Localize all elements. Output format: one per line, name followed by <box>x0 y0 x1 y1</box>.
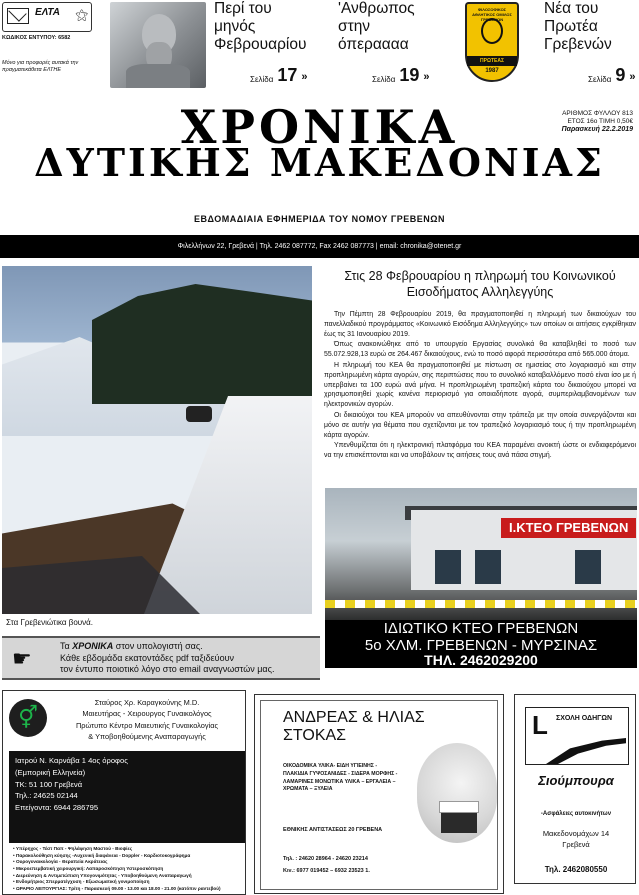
doctor-address: Ιατρού Ν. Καρνάβα 1 4ος όροφος <box>15 756 128 765</box>
list-item: • Παρακολούθηση κύησης -Αυχενική διαφάνεια - Doppler - Καρδιοτοκογράφημα <box>13 853 245 860</box>
list-item: • ΩΡΑΡΙΟ ΛΕΙΤΟΥΡΓΙΑΣ: Τρίτη - Παρασκευή 09.00 - 13.00 και 18.00 - 21.00 (κατόπιν ραντεβού) <box>13 886 245 893</box>
photo-caption: Στα Γρεβενιώτικα βουνά. <box>6 618 94 627</box>
ktep-sign: Ι.ΚΤΕΟ ΓΡΕΒΕΝΩΝ <box>501 518 636 538</box>
learner-l-icon: L <box>532 710 548 740</box>
address-bar: Φιλελλήνων 22, Γρεβενά | Τηλ. 2462 087772, Fax 2462 087773 | email: chronika@otenet.gr <box>0 235 639 258</box>
stokas-title-line-2: ΣΤΟΚΑΣ <box>283 727 347 745</box>
teaser-page-2[interactable] <box>372 66 430 84</box>
doctor-phone: Τηλ.: 24625 02144 <box>15 791 78 801</box>
list-item: • Ουρογυναικολογία - Θεραπεία Ακράτειας <box>13 859 245 866</box>
road-icon <box>546 738 626 764</box>
ktep-building-photo <box>325 488 637 620</box>
list-item: • Μικροεπεμβατική χειρουργική: Λαπαροσκόπηση Υστεροσκόπηση <box>13 866 245 873</box>
promo-suffix: στον υπολογιστή σας. <box>115 641 203 651</box>
postal-code: ΚΩΔΙΚΟΣ ΕΝΤΥΠΟΥ: 6582 <box>2 35 71 41</box>
list-item: • Ενδομήτριος Σπερματέγχυση - Εξωσωματική γονιμοποίηση <box>13 879 245 886</box>
stokas-phone: Τηλ. : 24620 28964 - 24620 23214 <box>283 856 368 862</box>
stokas-products: ΟΙΚΟΔΟΜΙΚΑ ΥΛΙΚΑ- ΕΙΔΗ ΥΓΙΕΙΝΗΣ - ΠΛΑΚΙΔΙΑ ΓΥΨΟΣΑΝΙΔΕΣ - ΣΙΔΕΡΑ ΜΟΡΦΗΣ - ΛΑΜΑΡΙΝΕΣ ΜΟΝΩΤΙΚΑ ΥΛΙΚΑ – ΕΡΓΑΛΕΙΑ – ΧΡΩΜΑΤΑ – ΞΥΛΕΙΑ <box>283 763 398 793</box>
school-phone: Τηλ. 2462080550 <box>544 865 608 874</box>
issue-year-price: ΕΤΟΣ 16ο ΤΙΜΗ 0,50€ <box>567 118 633 126</box>
promo-line-2: Κάθε εβδομάδα εκατοντάδες pdf ταξιδεύουν <box>60 652 234 663</box>
teaser-title-2[interactable]: 'Ανθρωπος στην όπεραααα <box>338 0 415 53</box>
promo-prefix: Τα <box>60 641 70 651</box>
doctor-services-list <box>13 846 245 893</box>
doctor-contact-box <box>9 751 245 843</box>
page-label: Σελίδα <box>372 75 396 84</box>
driving-school-logo <box>525 707 629 765</box>
list-item: • Υπέρηχος - Τέστ Παπ - Ψηλάφηση Μαστού - Βιοψίες <box>13 846 245 853</box>
pointing-hand-icon: ☛ <box>12 646 32 671</box>
postal-brand: ΕΛΤΑ <box>35 7 61 18</box>
snow-mountain-photo[interactable] <box>2 266 312 614</box>
gender-symbol-logo: ⚥ <box>9 699 47 737</box>
school-address <box>515 829 637 851</box>
teaser-strip <box>0 0 639 92</box>
ktep-line-1: ΙΔΙΩΤΙΚΟ ΚΤΕΟ ΓΡΕΒΕΝΩΝ <box>383 620 579 637</box>
envelope-icon <box>7 8 29 24</box>
stokas-mobile: Κιν.: 6977 019452 – 6932 23523 1. <box>283 868 370 875</box>
doctor-center-2: & Υποβοηθούμενης Αναπαραγωγής <box>88 732 206 742</box>
stokas-title <box>283 709 425 746</box>
stokas-phones <box>283 853 370 877</box>
school-tagline: -Ασφάλειες αυτοκινήτων <box>540 811 612 817</box>
postal-note: Μόνο για προφορές αυτακά την πραγματεκάθετα ΕΛΤΗΕ <box>2 60 79 74</box>
ktep-advertisement[interactable] <box>325 488 637 668</box>
article-paragraph: Την Πέμπτη 28 Φεβρουαρίου 2019, θα πραγματοποιηθεί η πληρωμή των δικαιούχων του πανελλαδικού προγράμματος «Κοινωνικό Εισόδημα Αλληλεγγύης» των οποίων οι αιτήσεις εγκρίθηκαν έως τις 31 Ιανουαρίου 2019. <box>324 311 636 338</box>
doctor-specialty: Μαιευτήρας - Χειρουργος Γυναικολόγος <box>82 709 212 719</box>
teaser-page-1[interactable] <box>250 66 308 84</box>
article-paragraph: Η πληρωμή του ΚΕΑ θα πραγματοποιηθεί με πίστωση σε ημισείας στο λογαριασμό και στην προπληρωμένη κάρτα αγορών, σης περιπτώσεις που το συνολικό καταβαλλόμενο ποσό είναι ίσο με ή υπερβαίνει τα 100 ευρώ ανά μήνα. Η προπληρωμένη τραπεζική κάρτα του δικαιούχου μπορεί να χρησιμοποιηθεί χωρίς κανένα περιορισμό για οποιαδήποτε αγορά, συμπεριλαμβανομένων των ηλεκτρονικών αγορών. <box>324 361 636 409</box>
ktep-phone: ΤΗΛ. 2462029200 <box>424 652 538 668</box>
school-city: Γρεβενά <box>562 839 590 849</box>
stokas-frame <box>260 700 498 890</box>
chevron-right-icon: » <box>301 70 308 83</box>
school-header: ΣΧΟΛΗ ΟΔΗΓΩΝ <box>556 715 613 722</box>
gynecologist-ad[interactable] <box>2 690 246 895</box>
face-icon <box>481 18 503 44</box>
building-materials-ad[interactable] <box>254 694 504 894</box>
article-paragraph: Οι δικαιούχοι του ΚΕΑ μπορούν να απευθύνονται στην τράπεζα με την οποία συνεργάζονται και μόνο σε αυτήν για θέματα που σχετίζονται με τον τραπεζικό λογαριασμό τους ή την προπληρωμένη κάρτα αγορών. <box>324 411 636 439</box>
page-number: 9 <box>615 65 626 85</box>
doctor-address-2: (Εμπορική Ελληνεία) <box>15 767 86 777</box>
doctor-emergency-phone: Επείγοντα: 6944 286795 <box>15 803 99 813</box>
promo-line-3: τον έντυπο ποιοτικό λόγο στο email αναγνωστών μας. <box>60 664 275 675</box>
driving-school-ad[interactable] <box>514 694 636 884</box>
badge-top-text: ΦΙΛΟΣΟΦΙΚΟΣ ΑΘΛΗΤΙΚΟΣ ΟΜΙΛΟΣ ΓΡΕΒΕΝΩΝ <box>472 7 512 22</box>
teaser-title-1[interactable]: Περί του μηνός Φεβρουαρίου <box>214 0 307 53</box>
chevron-right-icon: » <box>423 70 430 83</box>
doctor-name: Σταύρος Χρ. Καραγκούνης M.D. <box>94 698 200 707</box>
article-body <box>324 310 636 462</box>
statue-photo[interactable] <box>110 2 206 88</box>
postal-stamp <box>2 2 92 32</box>
page-label: Σελίδα <box>588 75 612 84</box>
bird-icon: ⚝ <box>75 7 88 22</box>
doctor-header <box>49 697 245 743</box>
club-badge-logo[interactable] <box>465 2 519 82</box>
chevron-right-icon: » <box>629 70 636 83</box>
badge-name: ΠΡΩΤΕΑΣ <box>467 56 517 66</box>
article-paragraph: Όπως ανακοινώθηκε από το υπουργείο Εργασίας συνολικά θα καταβληθεί το ποσό των 55.072.928,13 ευρώ σε 264.467 δικαιούχους, ενώ το ποσό αφορά περισσότερα από 565.000 άτομα. <box>324 341 636 359</box>
school-name: Σιούμπουρα <box>538 773 614 788</box>
masthead-title-line2: ΔΥΤΙΚΗΣ ΜΑΚΕΔΟΝΙΑΣ <box>34 140 605 185</box>
email-promo-banner[interactable] <box>2 636 320 680</box>
teaser-page-3[interactable] <box>588 66 636 84</box>
issue-date: Παρασκευή 22.2.2019 <box>561 126 633 134</box>
school-street: Μακεδονομάχων 14 <box>542 829 610 838</box>
doctor-center: Πρώτυπο Κέντρο Μαιευτικής Γυναικολογίας <box>75 720 219 730</box>
ktep-line-2: 5ο ΧΛΜ. ΓΡΕΒΕΝΩΝ - ΜΥΡΣΙΝΑΣ <box>364 637 598 654</box>
masthead-title: ΧΡΟΝΙΚΑ <box>180 100 459 154</box>
stokas-title-line-1: ΑΝΔΡΕΑΣ & ΗΛΙΑΣ <box>283 709 425 726</box>
postal-permit <box>2 2 106 84</box>
page-number: 17 <box>277 65 298 85</box>
stokas-address: ΕΘΝΙΚΗΣ ΑΝΤΙΣΤΑΣΕΩΣ 20 ΓΡΕΒΕΝΑ <box>283 827 383 833</box>
badge-year: 1987 <box>485 68 499 74</box>
masthead-subtitle: ΕΒΔΟΜΑΔΙΑΙΑ ΕΦΗΜΕΡΙΔΑ ΤΟΥ ΝΟΜΟΥ ΓΡΕΒΕΝΩΝ <box>193 214 446 224</box>
list-item: • Διερεύνηση & Αντιμετώπιση Υπογονιμότητας - Υποβοηθούμενη Αναπαραγωγή <box>13 873 245 880</box>
promo-text <box>60 641 320 676</box>
bathroom-photo <box>417 743 497 843</box>
issue-number: ΑΡΙΘΜΟΣ ΦΥΛΛΟΥ 813 <box>562 110 633 117</box>
page-label: Σελίδα <box>250 75 274 84</box>
promo-brand: ΧΡΟΝΙΚΑ <box>72 641 114 651</box>
teaser-title-3[interactable]: Νέα του Πρωτέα Γρεβενών <box>544 0 612 53</box>
page-number: 19 <box>399 65 420 85</box>
doctor-postcode: ΤΚ: 51 100 Γρεβενά <box>15 779 83 789</box>
article-paragraph: Υπενθυμίζεται ότι η ηλεκτρονική πλατφόρμα του ΚΕΑ παραμένει ανοικτή ώστε οι ενδιαφερόμενοι να την επισκέπτονται και να υποβάλουν τις αιτήσεις τους ανά πάσα στιγμή. <box>324 442 636 460</box>
article-headline[interactable]: Στις 28 Φεβρουαρίου η πληρωμή του Κοινωνικού Εισοδήματος Αλληλεγγύης <box>344 269 616 300</box>
